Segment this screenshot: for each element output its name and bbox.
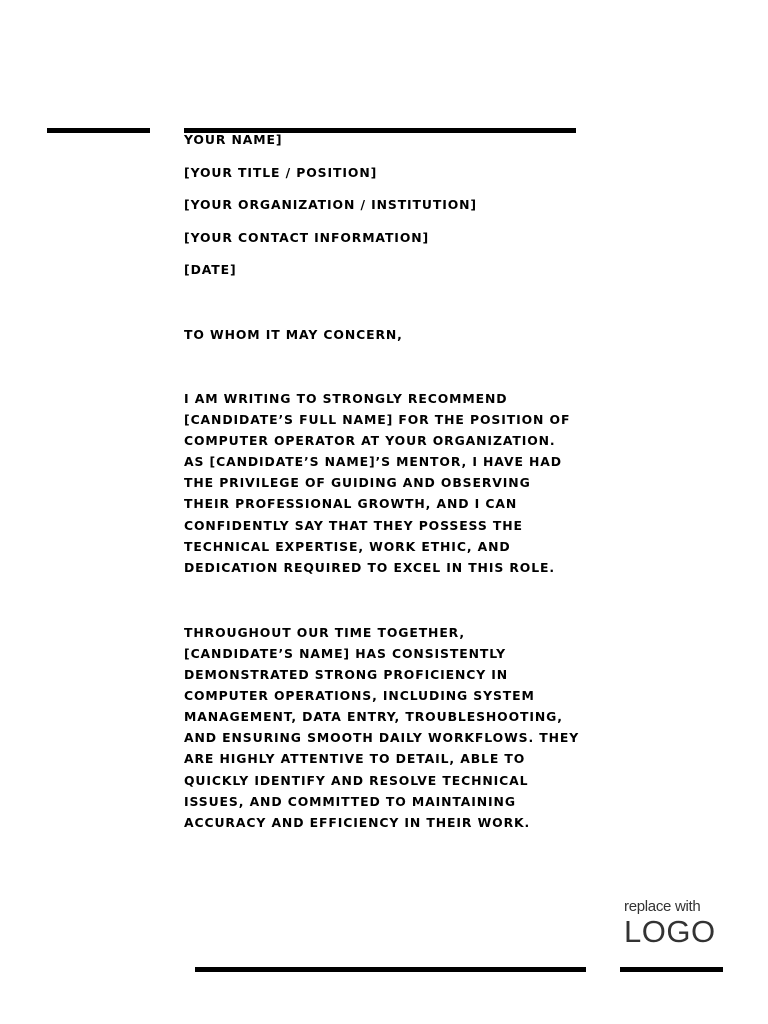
- sender-title: [YOUR TITLE / POSITION]: [184, 164, 378, 180]
- bottom-main-rule: [195, 967, 586, 972]
- salutation: TO WHOM IT MAY CONCERN,: [184, 327, 403, 342]
- sender-name: YOUR NAME]: [184, 132, 283, 147]
- sender-contact: [YOUR CONTACT INFORMATION]: [184, 229, 430, 245]
- letter-date: [DATE]: [184, 262, 237, 277]
- letter-body: [184, 132, 580, 833]
- logo-caption: replace with: [624, 898, 701, 915]
- paragraph-recommendation: I AM WRITING TO STRONGLY RECOMMEND [CANDIDATE’S FULL NAME] FOR THE POSITION OF COMPUTER OPERATOR AT YOUR ORGANIZATION. AS [CANDIDATE’S NAME]’S MENTOR, I HAVE HAD THE PRIVILEGE OF GUIDING AND OBSERVING THEIR PROFESSIONAL GROWTH, AND I CAN CONFIDENTLY SAY THAT THEY POSSESS THE TECHNICAL EXPERTISE, WORK ETHIC, AND DEDICATION REQUIRED TO EXCEL IN THIS ROLE.: [184, 391, 571, 575]
- top-left-rule: [47, 128, 150, 133]
- logo-placeholder: [624, 898, 734, 948]
- bottom-right-rule: [620, 967, 723, 972]
- paragraph-proficiency: THROUGHOUT OUR TIME TOGETHER, [CANDIDATE’S NAME] HAS CONSISTENTLY DEMONSTRATED STRONG PROFICIENCY IN COMPUTER OPERATIONS, INCLUDING SYSTEM MANAGEMENT, DATA ENTRY, TROUBLESHOOTING, AND ENSURING SMOOTH DAILY WORKFLOWS. THEY ARE HIGHLY ATTENTIVE TO DETAIL, ABLE TO QUICKLY IDENTIFY AND RESOLVE TECHNICAL ISSUES, AND COMMITTED TO MAINTAINING ACCURACY AND EFFICIENCY IN THEIR WORK.: [184, 624, 580, 830]
- logo-text: LOGO: [624, 914, 716, 949]
- sender-organization: [YOUR ORGANIZATION / INSTITUTION]: [184, 197, 477, 212]
